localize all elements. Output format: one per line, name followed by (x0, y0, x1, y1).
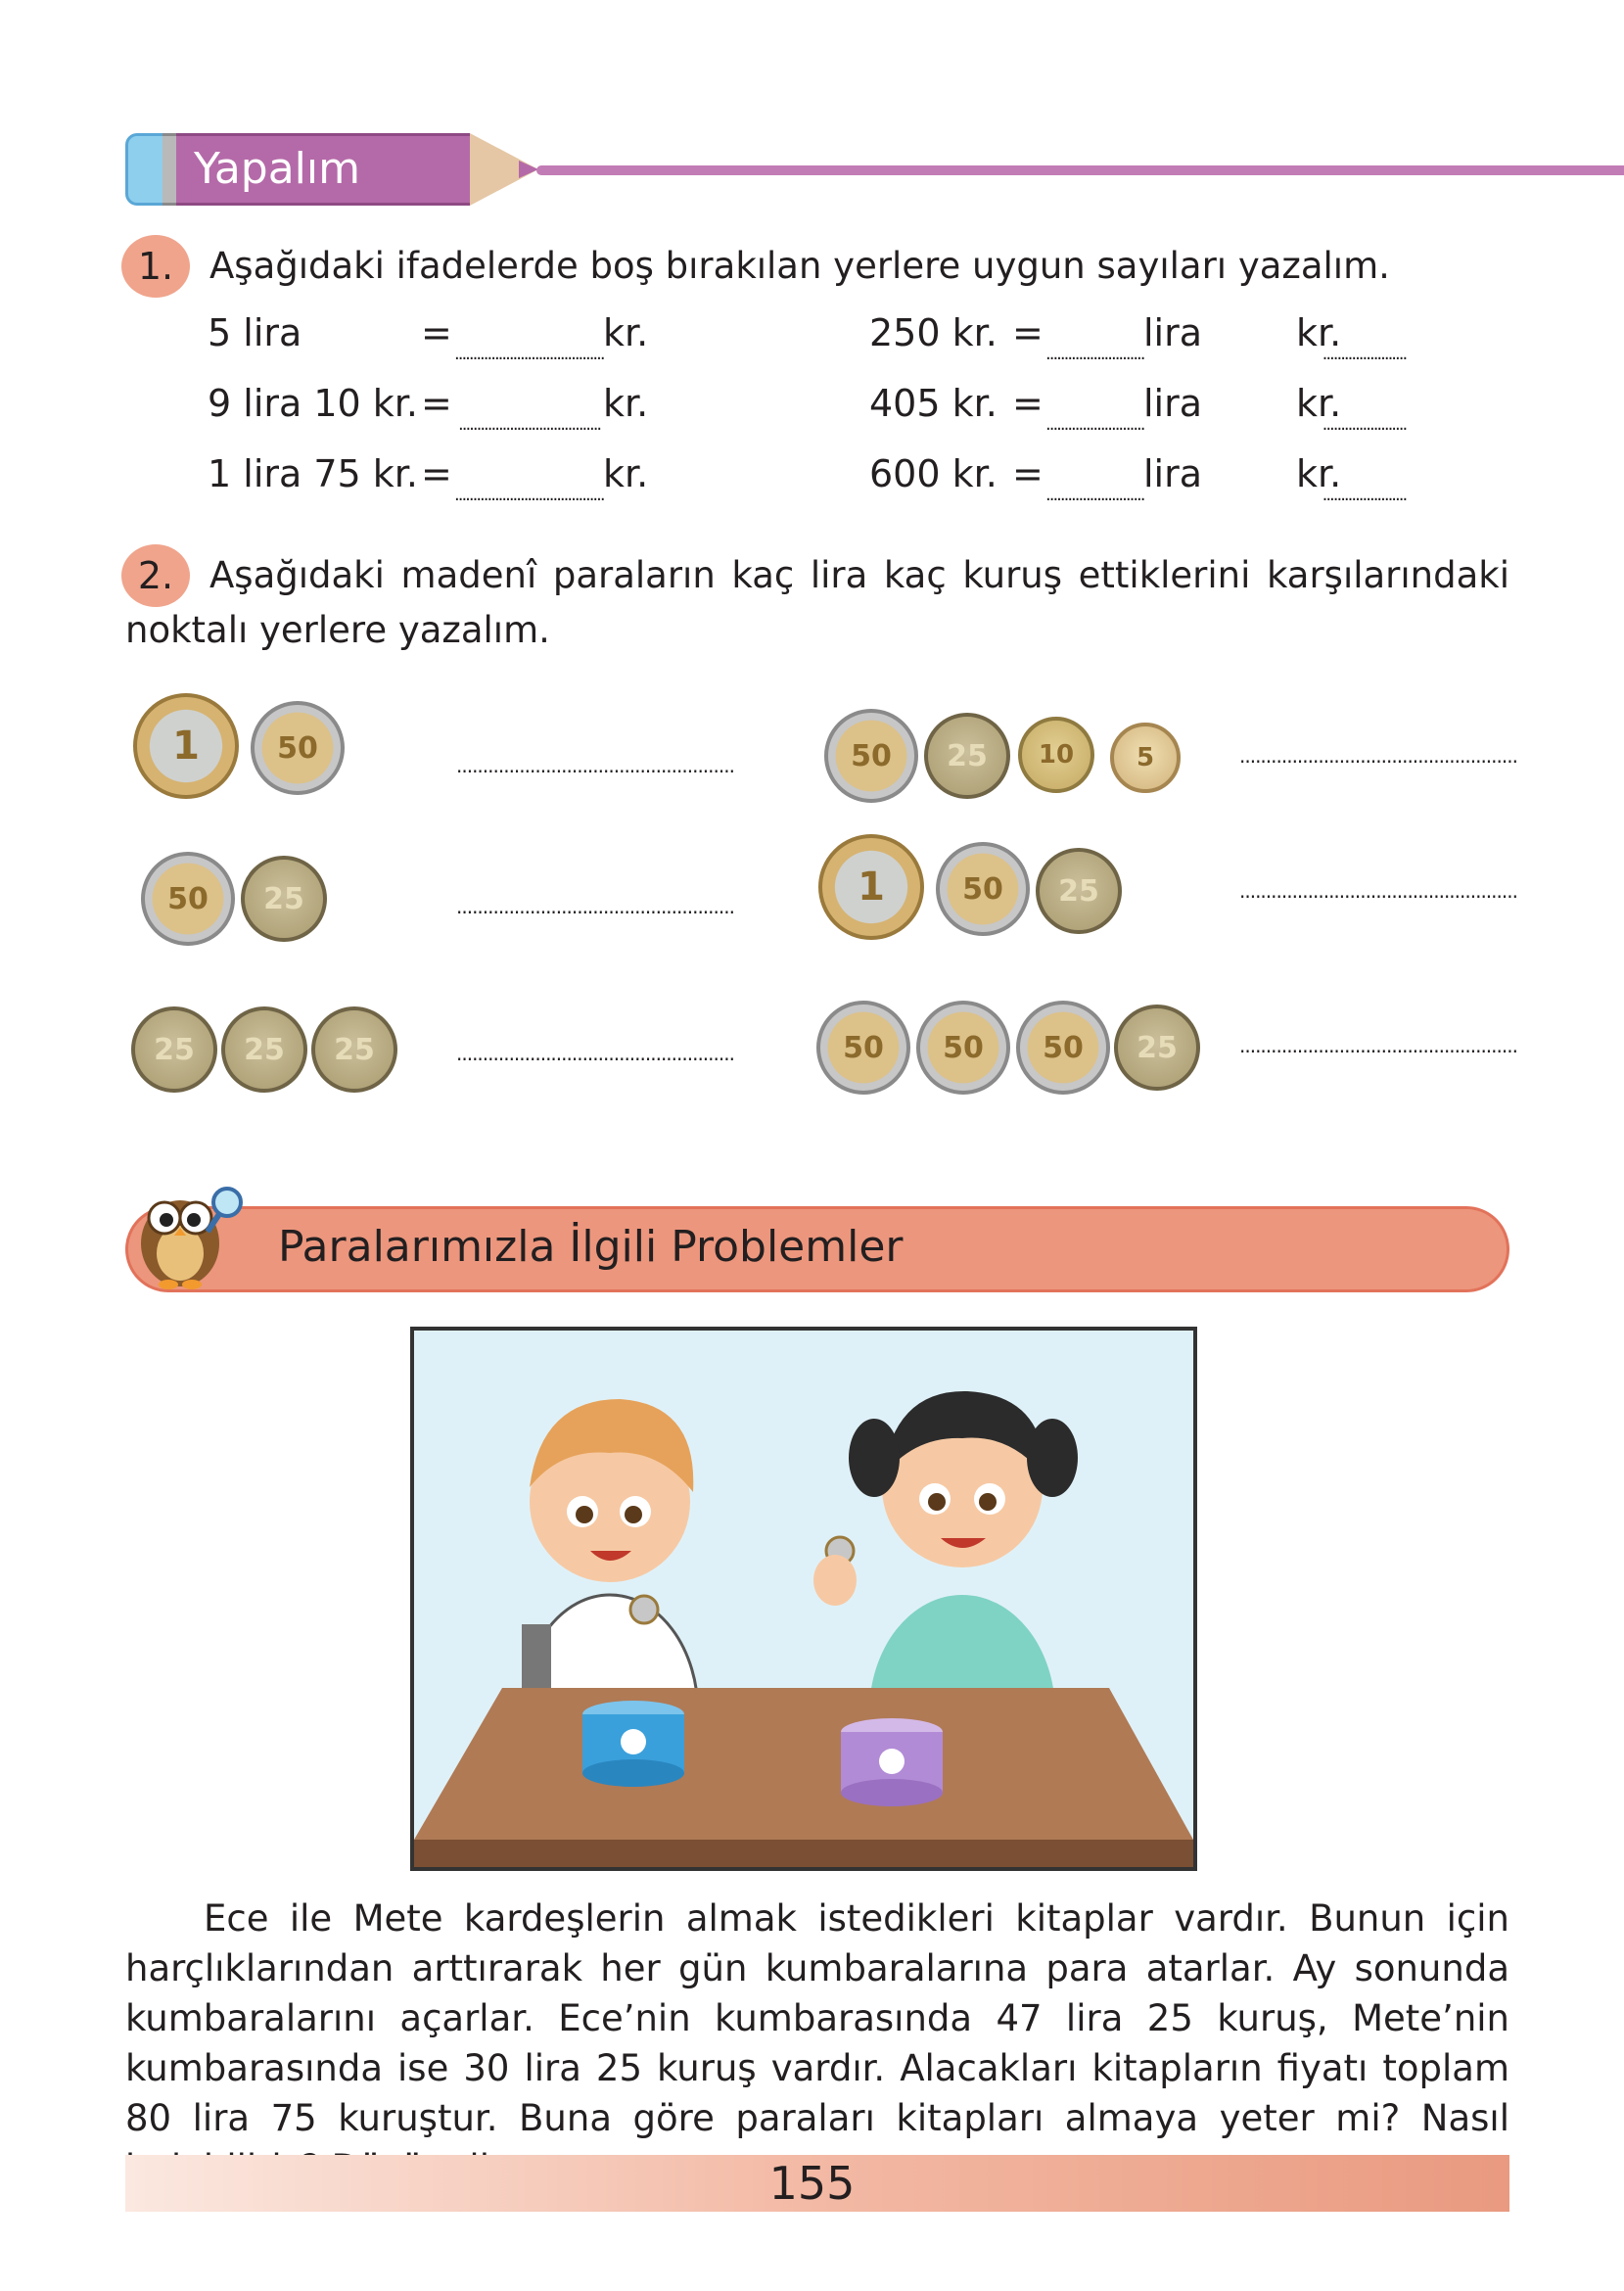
q1-row-1 (208, 311, 649, 364)
q1-row-2 (208, 382, 649, 435)
coin-25-kurus-icon: 25 (241, 856, 327, 942)
coin-25-kurus-icon: 25 (1036, 848, 1122, 934)
coin-25-kurus-icon: 25 (924, 713, 1010, 799)
coin-25-kurus-icon: 25 (1114, 1005, 1200, 1091)
q1-right-row-3 (869, 452, 1407, 505)
coin-50-kurus-icon: 50 (824, 709, 918, 803)
mid-unit: lira (1143, 382, 1203, 425)
kurus-blank[interactable]: ....................... (1322, 344, 1407, 364)
lira-blank[interactable]: ........................... (1045, 344, 1144, 364)
question-2-text: Aşağıdaki madenî paraların kaç lira kaç kuruş ettiklerini karşılarındaki noktalı yerlere yazalım. (125, 554, 1509, 651)
mid-unit: lira (1143, 311, 1203, 354)
amount: 9 lira 10 kr. (208, 382, 419, 425)
unit: kr. (603, 452, 649, 495)
answer-blank[interactable]: ......................................... (454, 485, 604, 505)
story-paragraph (125, 1894, 1509, 2193)
question-1-text: Aşağıdaki ifadelerde boş bırakılan yerlere uygun sayıları yazalım. (209, 245, 1390, 287)
owl-icon (129, 1173, 247, 1290)
answer-line[interactable]: ..................................................... (456, 754, 734, 777)
coin-1-lira-icon: 1 (133, 693, 239, 799)
kurus-blank[interactable]: ....................... (1322, 414, 1407, 435)
answer-blank[interactable]: ....................................... (458, 414, 601, 435)
illustration-kids-piggy-banks (410, 1327, 1197, 1871)
q1-right-row-1 (869, 311, 1407, 364)
answer-line[interactable]: ..................................................... (1239, 744, 1517, 768)
amount: 250 kr. (869, 311, 998, 354)
answer-line[interactable]: ..................................................... (456, 1042, 734, 1065)
question-1-badge: 1. (121, 235, 190, 298)
pencil-eraser (125, 133, 166, 206)
pencil-lead (519, 161, 538, 178)
amount: 600 kr. (869, 452, 998, 495)
amount: 405 kr. (869, 382, 998, 425)
problems-title: Paralarımızla İlgili Problemler (278, 1222, 904, 1272)
q1-row-3 (208, 452, 649, 505)
answer-line[interactable]: ..................................................... (456, 895, 734, 918)
q1-right-row-2 (869, 382, 1407, 435)
unit: kr. (1296, 452, 1342, 495)
coin-50-kurus-icon: 50 (1016, 1001, 1110, 1095)
illustration-image (414, 1331, 1193, 1867)
unit: kr. (603, 382, 649, 425)
coin-50-kurus-icon: 50 (816, 1001, 910, 1095)
equals: = (1012, 311, 1044, 354)
yapalim-header (125, 131, 1509, 210)
equals: = (421, 382, 452, 425)
unit: kr. (603, 311, 649, 354)
answer-blank[interactable]: ......................................... (454, 344, 604, 364)
coin-50-kurus-icon: 50 (936, 842, 1030, 936)
coin-10-kurus-icon: 10 (1018, 717, 1094, 793)
unit: kr. (1296, 382, 1342, 425)
amount: 5 lira (208, 311, 302, 354)
page-number: 155 (768, 2157, 856, 2210)
pencil-line (536, 165, 1624, 175)
equals: = (1012, 382, 1044, 425)
coin-50-kurus-icon: 50 (916, 1001, 1010, 1095)
answer-line[interactable]: ..................................................... (1239, 1034, 1517, 1057)
question-2-badge: 2. (121, 544, 190, 607)
coin-25-kurus-icon: 25 (131, 1006, 217, 1093)
yapalim-label: Yapalım (176, 133, 470, 206)
answer-line[interactable]: ..................................................... (1239, 879, 1517, 903)
kurus-blank[interactable]: ....................... (1322, 485, 1407, 505)
equals: = (421, 311, 452, 354)
coin-5-kurus-icon: 5 (1110, 723, 1181, 793)
coin-1-lira-icon: 1 (818, 834, 924, 940)
story-text: Ece ile Mete kardeşlerin almak istedikleri kitaplar vardır. Bunun için harçlıklarından arttırarak her gün kumbaralarına para atarlar. Ay sonunda kumbaralarını açarlar. Ece’nin kumbarasında 47 lira 25 kuruş, Mete’nin kumbarasında ise 30 lira 25 kuruş vardır. Alacakları kitapların fiyatı toplam 80 lira 75 kuruştur. Buna göre paraları kitapları almaya yeter mi? Nasıl (125, 1897, 1509, 2139)
coin-50-kurus-icon: 50 (251, 701, 345, 795)
mid-unit: lira (1143, 452, 1203, 495)
amount: 1 lira 75 kr. (208, 452, 419, 495)
coin-25-kurus-icon: 25 (311, 1006, 397, 1093)
unit: kr. (1296, 311, 1342, 354)
lira-blank[interactable]: ........................... (1045, 485, 1144, 505)
pencil-band (162, 133, 176, 206)
lira-blank[interactable]: ........................... (1045, 414, 1144, 435)
coin-25-kurus-icon: 25 (221, 1006, 307, 1093)
equals: = (421, 452, 452, 495)
coin-50-kurus-icon: 50 (141, 852, 235, 946)
equals: = (1012, 452, 1044, 495)
